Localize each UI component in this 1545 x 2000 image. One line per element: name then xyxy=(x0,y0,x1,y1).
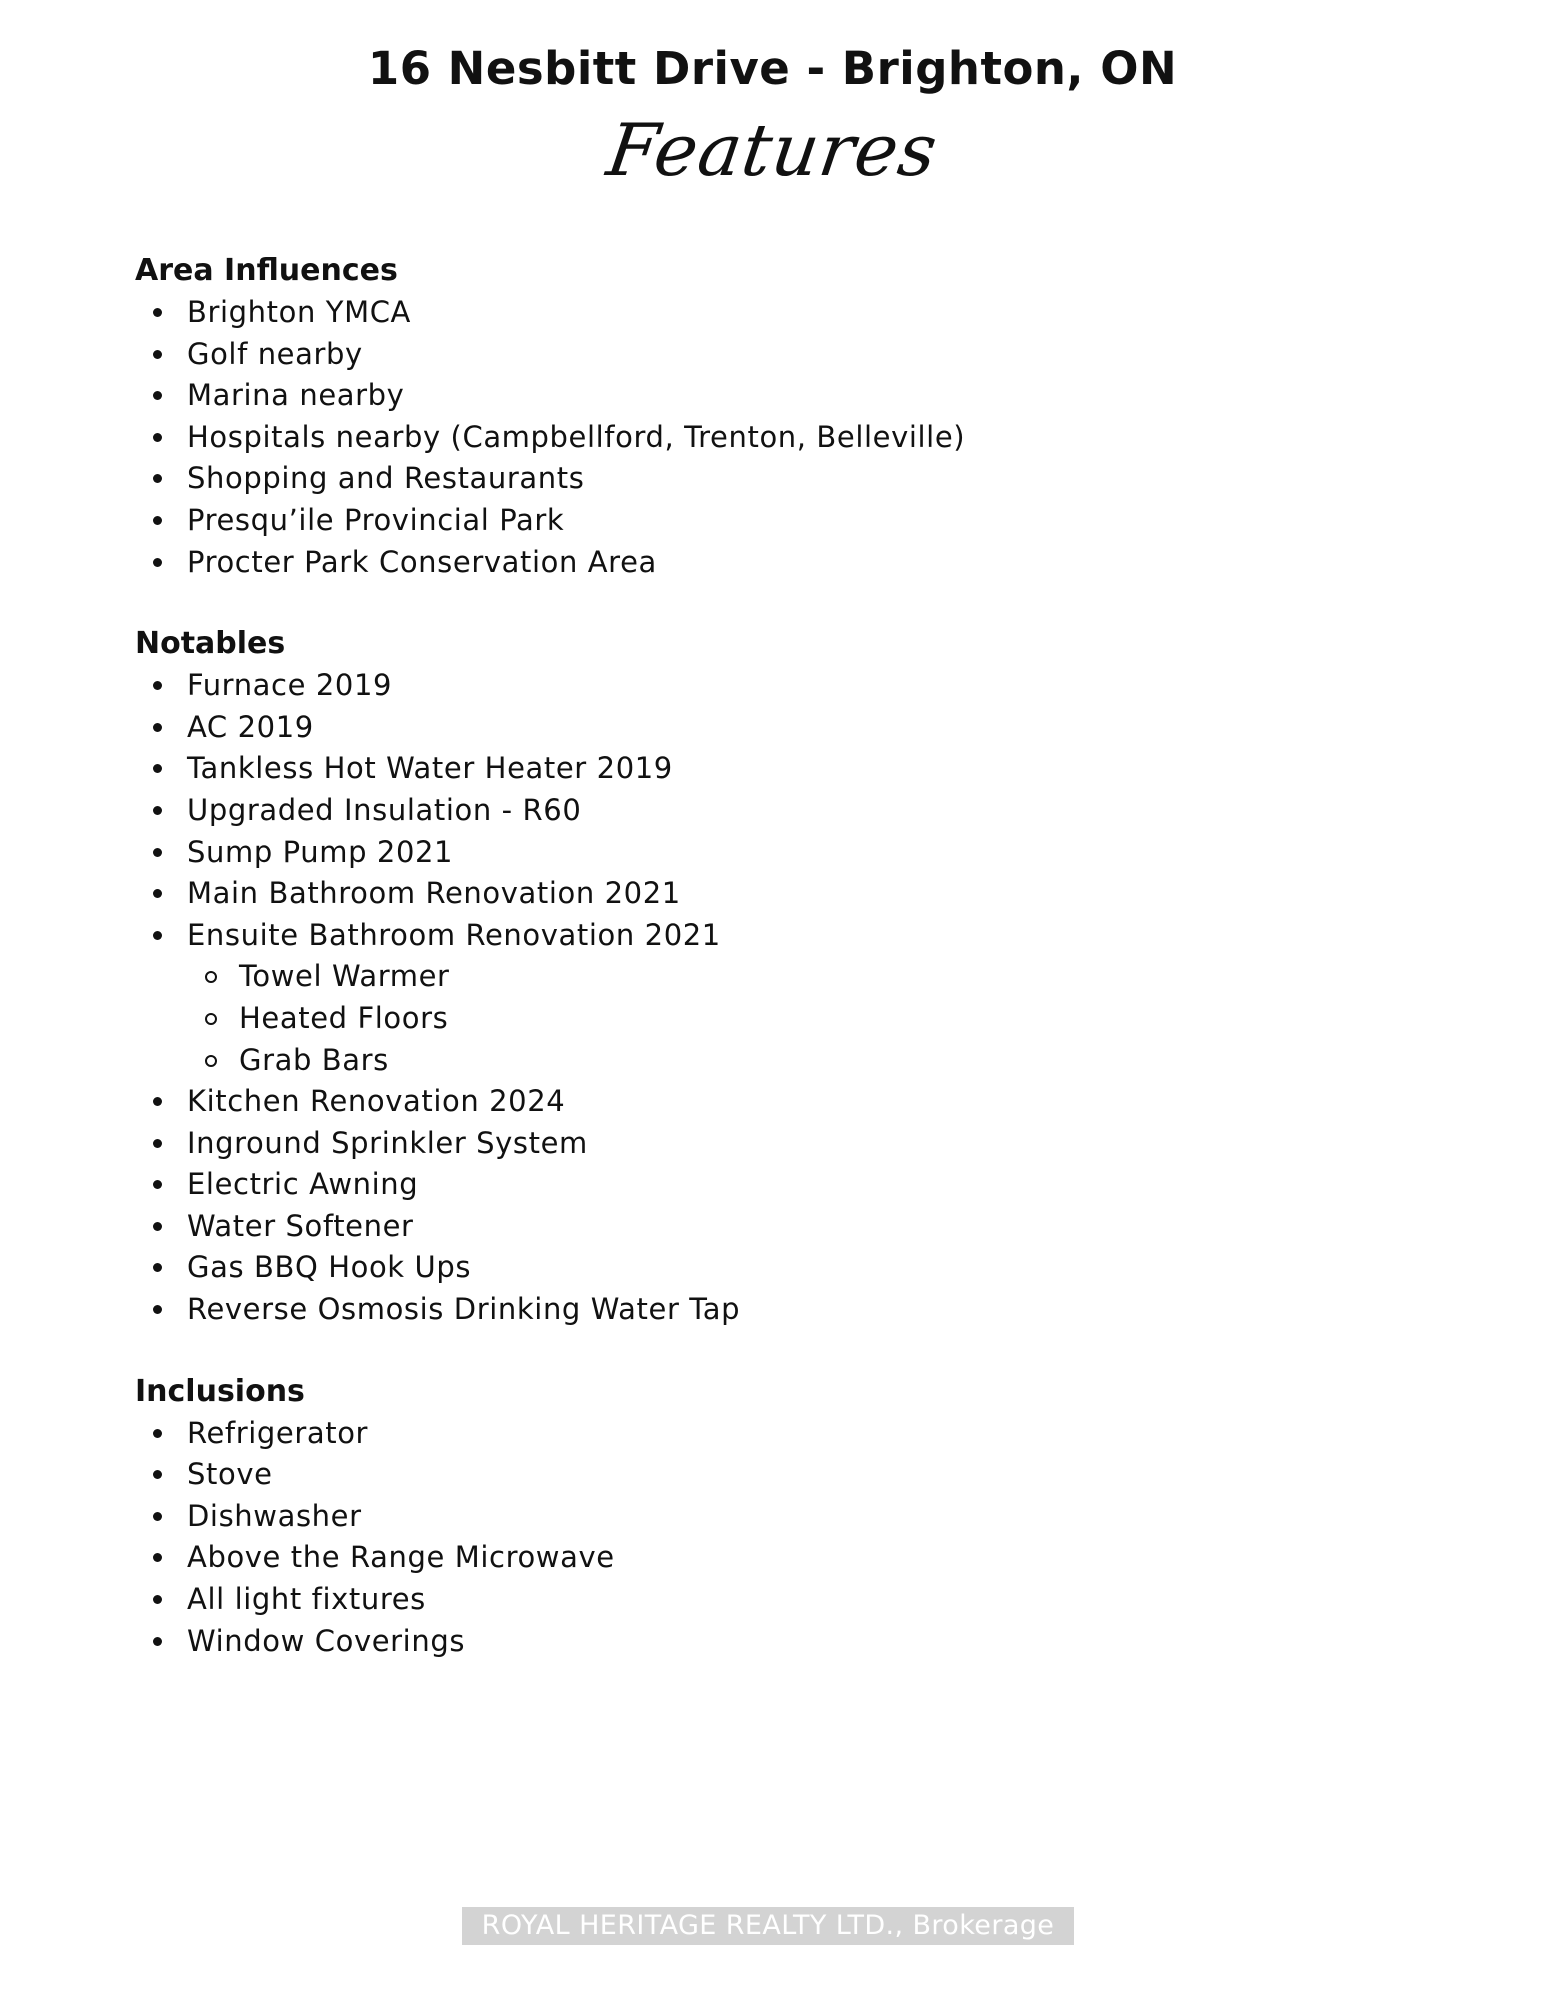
inclusions-list xyxy=(135,1413,1435,1663)
section-title: Area Influences xyxy=(135,253,398,288)
section-title: Inclusions xyxy=(135,1373,305,1409)
list-item: Electric Awning xyxy=(135,1164,1435,1206)
brokerage-watermark: ROYAL HERITAGE REALTY LTD., Brokerage xyxy=(462,1907,1074,1945)
list-item: Sump Pump 2021 xyxy=(135,832,1435,874)
sub-list-container xyxy=(135,956,1435,1081)
list-item: Tankless Hot Water Heater 2019 xyxy=(135,748,1435,790)
list-item: Kitchen Renovation 2024 xyxy=(135,1081,1435,1123)
list-item: Upgraded Insulation - R60 xyxy=(135,790,1435,832)
list-item: Dishwasher xyxy=(135,1496,1435,1538)
section-title: Notables xyxy=(135,626,286,662)
features-content xyxy=(135,250,1435,1702)
sub-list-item: Heated Floors xyxy=(187,998,1435,1040)
list-item: Refrigerator xyxy=(135,1413,1435,1455)
list-item: Furnace 2019 xyxy=(135,665,1435,707)
page-title: 16 Nesbitt Drive - Brighton, ON xyxy=(367,42,1178,95)
sub-list-item: Towel Warmer xyxy=(187,956,1435,998)
sub-list-item: Grab Bars xyxy=(187,1040,1435,1082)
section-notables xyxy=(135,623,1435,1331)
ensuite-sub-list xyxy=(135,956,1435,1081)
list-item: Inground Sprinkler System xyxy=(135,1123,1435,1165)
list-item: Golf nearby xyxy=(135,334,1435,376)
list-item: Shopping and Restaurants xyxy=(135,458,1435,500)
list-item: Brighton YMCA xyxy=(135,292,1435,334)
list-item: Procter Park Conservation Area xyxy=(135,542,1435,584)
list-item: All light fixtures xyxy=(135,1579,1435,1621)
list-item: Presqu’ile Provincial Park xyxy=(135,500,1435,542)
list-item: Reverse Osmosis Drinking Water Tap xyxy=(135,1289,1435,1331)
list-item: Water Softener xyxy=(135,1206,1435,1248)
list-item: Marina nearby xyxy=(135,375,1435,417)
notables-list xyxy=(135,665,1435,1331)
list-item: Stove xyxy=(135,1454,1435,1496)
features-heading: Features xyxy=(602,108,943,192)
list-item: AC 2019 xyxy=(135,707,1435,749)
section-area-influences xyxy=(135,250,1435,583)
list-item: Ensuite Bathroom Renovation 2021 xyxy=(135,915,1435,957)
section-inclusions xyxy=(135,1371,1435,1663)
list-item: Above the Range Microwave xyxy=(135,1537,1435,1579)
area-influences-list xyxy=(135,292,1435,583)
list-item: Hospitals nearby (Campbellford, Trenton, Belleville) xyxy=(135,417,1435,459)
list-item: Gas BBQ Hook Ups xyxy=(135,1247,1435,1289)
list-item: Main Bathroom Renovation 2021 xyxy=(135,873,1435,915)
list-item: Window Coverings xyxy=(135,1621,1435,1663)
